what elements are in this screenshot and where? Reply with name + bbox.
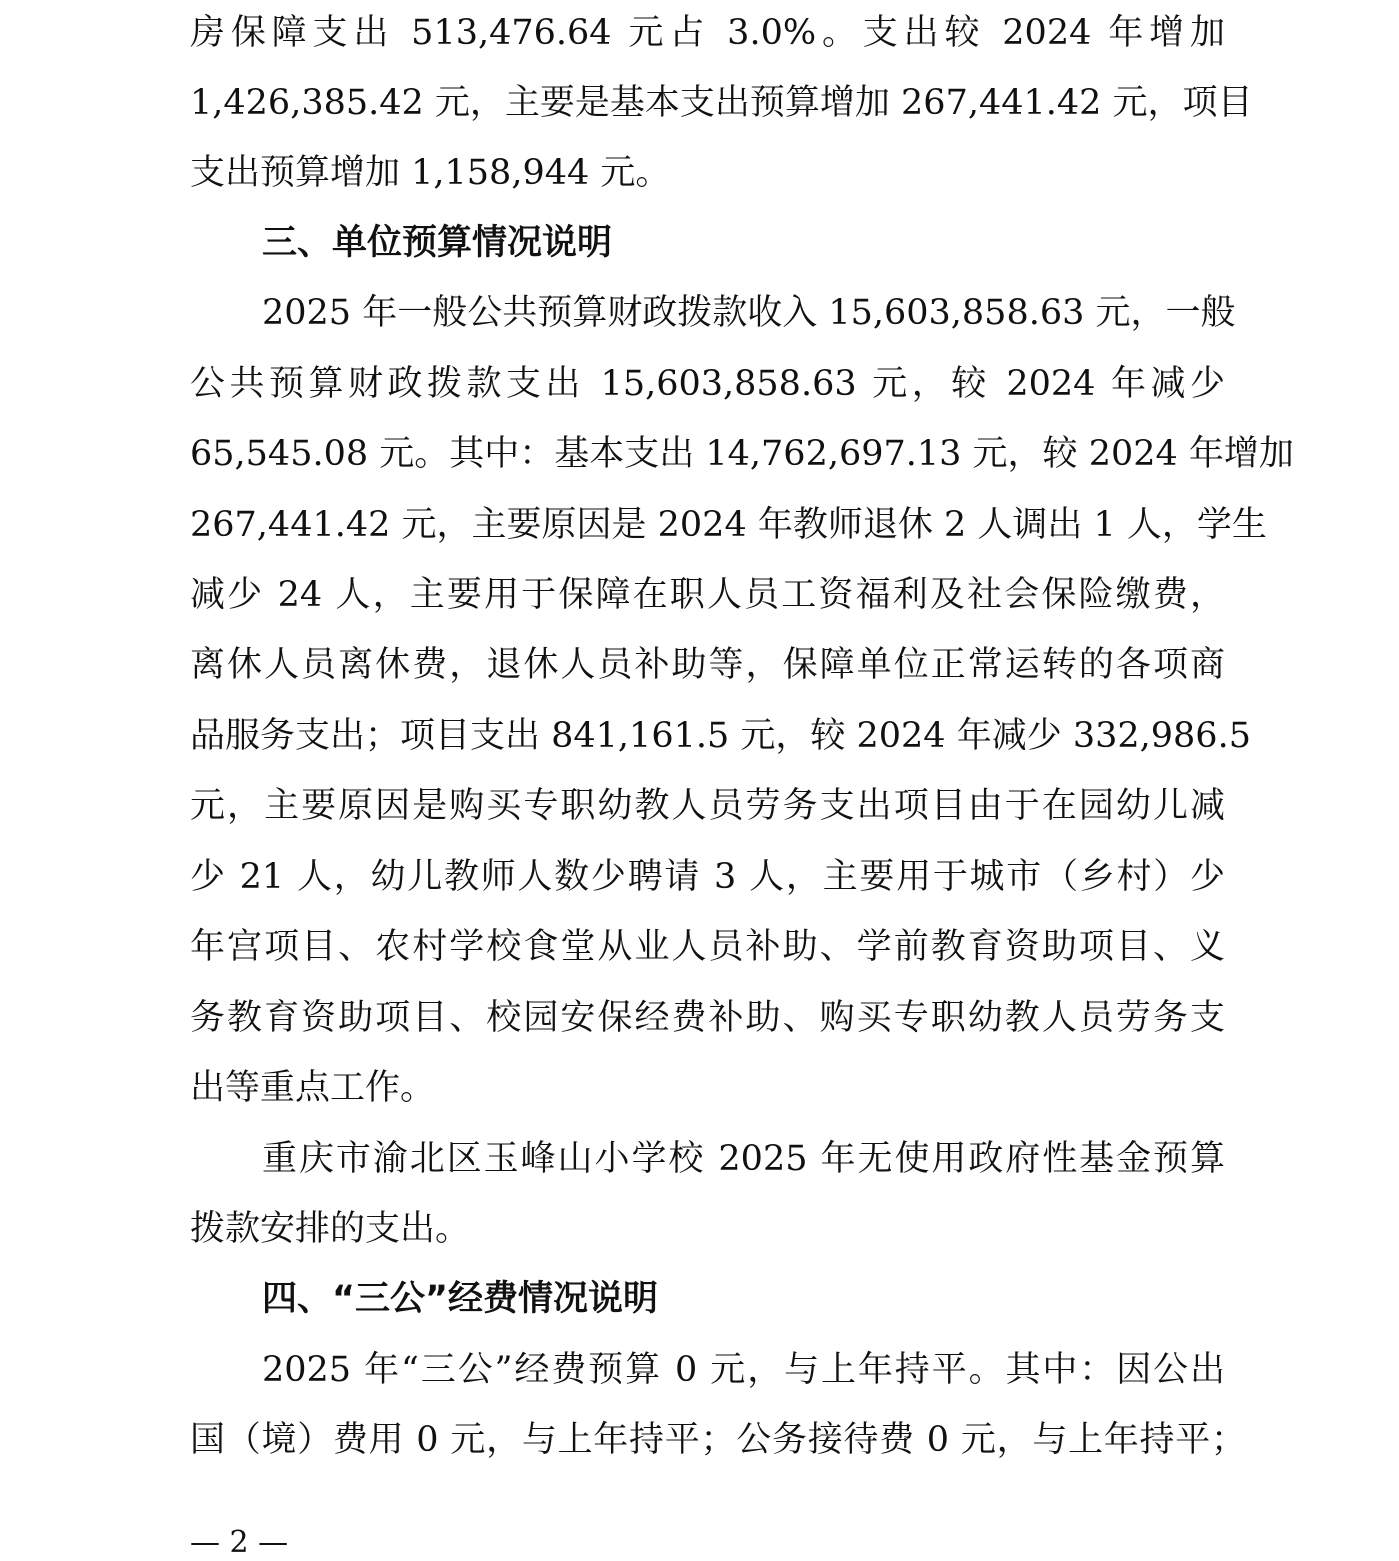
text-line: 品服务支出；项目支出 841,161.5 元，较 2024 年减少 332,986.5 — [190, 716, 1251, 756]
text-line: 公共预算财政拨款支出 15,603,858.63 元，较 2024 年减少 — [190, 364, 1225, 404]
text-line: 重庆市渝北区玉峰山小学校 2025 年无使用政府性基金预算 — [262, 1139, 1225, 1179]
text-line: 出等重点工作。 — [190, 1068, 436, 1108]
text-line: 2025 年一般公共预算财政拨款收入 15,603,858.63 元，一般 — [262, 293, 1236, 333]
text-line: 少 21 人，幼儿教师人数少聘请 3 人，主要用于城市（乡村）少 — [190, 857, 1225, 897]
text-line: 房保障支出 513,476.64 元占 3.0%。支出较 2024 年增加 — [190, 13, 1225, 53]
text-line: 2025 年“三公”经费预算 0 元，与上年持平。其中：因公出 — [262, 1350, 1225, 1390]
text-line: 1,426,385.42 元，主要是基本支出预算增加 267,441.42 元，项目 — [190, 83, 1253, 123]
text-line: 年宫项目、农村学校食堂从业人员补助、学前教育资助项目、义 — [190, 927, 1225, 967]
text-line: 离休人员离休费，退休人员补助等，保障单位正常运转的各项商 — [190, 645, 1225, 685]
text-line: 元，主要原因是购买专职幼教人员劳务支出项目由于在园幼儿减 — [190, 786, 1225, 826]
text-line: 拨款安排的支出。 — [190, 1209, 471, 1249]
text-line: 国（境）费用 0 元，与上年持平；公务接待费 0 元，与上年持平； — [190, 1420, 1246, 1460]
text-line: 减少 24 人，主要用于保障在职人员工资福利及社会保险缴费， — [190, 575, 1225, 615]
text-line: 65,545.08 元。其中：基本支出 14,762,697.13 元，较 2024 年增加 — [190, 434, 1294, 474]
text-line: 务教育资助项目、校园安保经费补助、购买专职幼教人员劳务支 — [190, 998, 1225, 1038]
text-line: 支出预算增加 1,158,944 元。 — [190, 153, 671, 193]
page-number: — 2 — — [190, 1525, 289, 1560]
section-heading-unit-budget: 三、单位预算情况说明 — [262, 223, 613, 263]
text-line: 267,441.42 元，主要原因是 2024 年教师退休 2 人调出 1 人，学生 — [190, 505, 1267, 545]
section-heading-three-public-funds: 四、“三公”经费情况说明 — [262, 1279, 659, 1319]
